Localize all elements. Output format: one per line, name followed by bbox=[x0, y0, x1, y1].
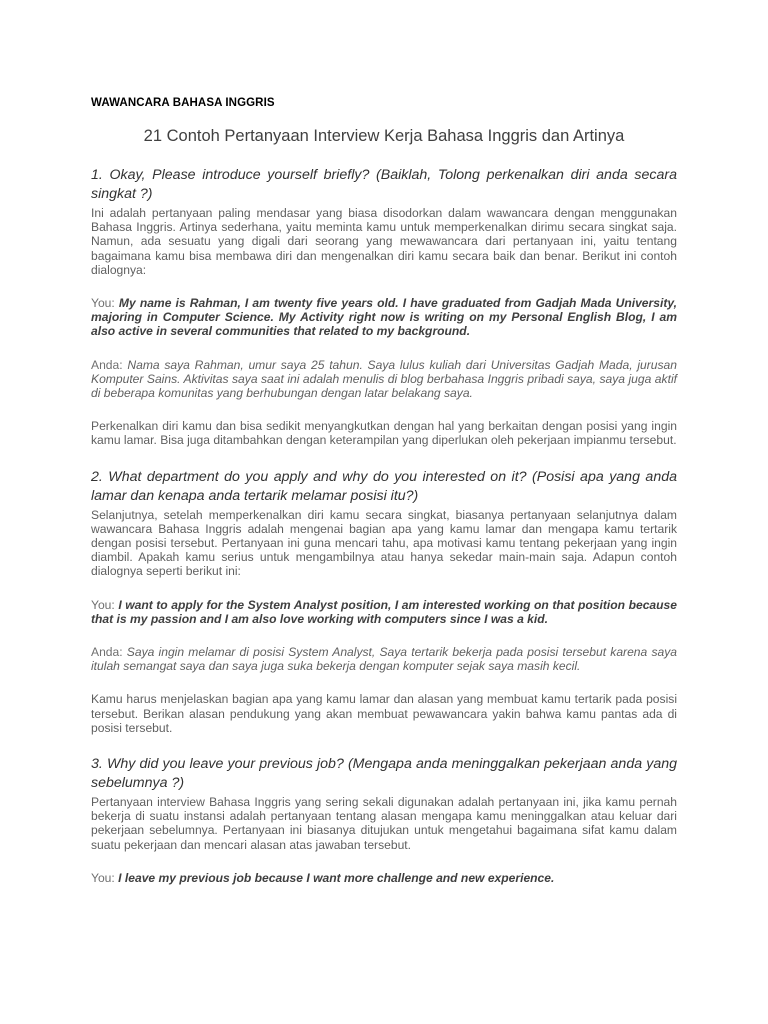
speaker-label: You: bbox=[91, 296, 115, 311]
dialog-you bbox=[91, 598, 677, 626]
question-heading: 1. Okay, Please introduce yourself briefly? (Baiklah, Tolong perkenalkan diri anda secara singkat ?) bbox=[91, 167, 677, 202]
dialog-line: Nama saya Rahman, umur saya 25 tahun. Saya lulus kuliah dari Universitas Gadjah Mada, jurusan Komputer Sains. Aktivitas saya saat ini adalah menulis di blog berbahasa Inggris pribadi saya, saya juga aktif di beberapa komunitas yang berhubungan dengan latar belakang saya. bbox=[91, 357, 677, 401]
dialog-you bbox=[91, 296, 677, 339]
dialog-anda bbox=[91, 645, 677, 673]
dialog-anda bbox=[91, 358, 677, 401]
question-heading: 2. What department do you apply and why do you interested on it? (Posisi apa yang anda lamar dan kenapa anda tertarik melamar posisi itu?) bbox=[91, 468, 677, 504]
dialog-line: My name is Rahman, I am twenty five years old. I have graduated from Gadjah Mada University, majoring in Computer Science. My Activity right now is writing on my Personal English Blog, I am also active in several communities that related to my background. bbox=[91, 296, 677, 339]
question-heading: 3. Why did you leave your previous job? (Mengapa anda meninggalkan pekerjaan anda yang sebelumnya ?) bbox=[91, 756, 677, 792]
question-section-1 bbox=[91, 166, 677, 448]
question-section-2 bbox=[91, 468, 677, 735]
question-intro: Selanjutnya, setelah memperkenalkan diri kamu secara singkat, biasanya pertanyaan selanjutnya dalam wawancara Bahasa Inggris adalah mengenai bagian apa yang kamu lamar dan mengapa kamu tertarik dengan posisi tersebut. Pertanyaan ini guna mencari tahu, apa motivasi kamu tentang pekerjaan yang ingin diambil. Apakah kamu serius untuk mengambilnya atau hanya sekedar main-main saja. Adapun contoh dialognya seperti berikut ini: bbox=[91, 507, 677, 579]
question-tip: Perkenalkan diri kamu dan bisa sedikit menyangkutkan dengan hal yang berkaitan dengan posisi yang ingin kamu lamar. Bisa juga ditambahkan dengan keterampilan yang diperlukan oleh pekerjaan impianmu tersebut. bbox=[91, 419, 677, 448]
dialog-you bbox=[91, 871, 677, 885]
dialog-line: I want to apply for the System Analyst position, I am interested working on that position because that is my passion and I am also love working with computers since I was a kid. bbox=[91, 597, 677, 626]
question-section-3 bbox=[91, 755, 677, 885]
speaker-label: You: bbox=[91, 870, 115, 885]
speaker-label: Anda: bbox=[91, 645, 123, 660]
question-tip: Kamu harus menjelaskan bagian apa yang kamu lamar dan alasan yang membuat kamu tertarik pada posisi tersebut. Berikan alasan pendukung yang akan membuat pewawancara yakin bahwa kamu pantas ada di posisi tersebut. bbox=[91, 692, 677, 735]
dialog-line: I leave my previous job because I want more challenge and new experience. bbox=[118, 870, 555, 885]
speaker-label: Anda: bbox=[91, 357, 123, 372]
question-intro: Ini adalah pertanyaan paling mendasar yang biasa disodorkan dalam wawancara dengan menggunakan Bahasa Inggris. Artinya sederhana, yaitu meminta kamu untuk memperkenalkan dirimu secara singkat saja. Namun, ada sesuatu yang digali dari seorang yang mewawancara dari pertanyaan ini, yaitu tentang bagaimana kamu bisa membawa diri dan mengenalkan diri kamu secara baik dan benar. Berikut ini contoh dialognya: bbox=[91, 206, 677, 277]
document-title: 21 Contoh Pertanyaan Interview Kerja Bahasa Inggris dan Artinya bbox=[143, 127, 625, 145]
speaker-label: You: bbox=[91, 597, 115, 612]
question-intro: Pertanyaan interview Bahasa Inggris yang sering sekali digunakan adalah pertanyaan ini, jika kamu pernah bekerja di suatu instansi adalah pertanyaan tentang alasan mengapa kamu meninggalkan atau keluar dari pekerjaan sebelumnya. Pertanyaan ini biasanya ditujukan untuk mengetahui bagaimana sifat kamu dalam suatu pekerjaan dan mencari alasan atas jawaban tersebut. bbox=[91, 795, 677, 852]
document-label: WAWANCARA BAHASA INGGRIS bbox=[91, 97, 275, 109]
document-content bbox=[91, 97, 677, 885]
dialog-line: Saya ingin melamar di posisi System Analyst, Saya tertarik bekerja pada posisi tersebut karena saya itulah semangat saya dan saya juga suka bekerja dengan komputer sejak saya masih kecil. bbox=[91, 645, 677, 674]
